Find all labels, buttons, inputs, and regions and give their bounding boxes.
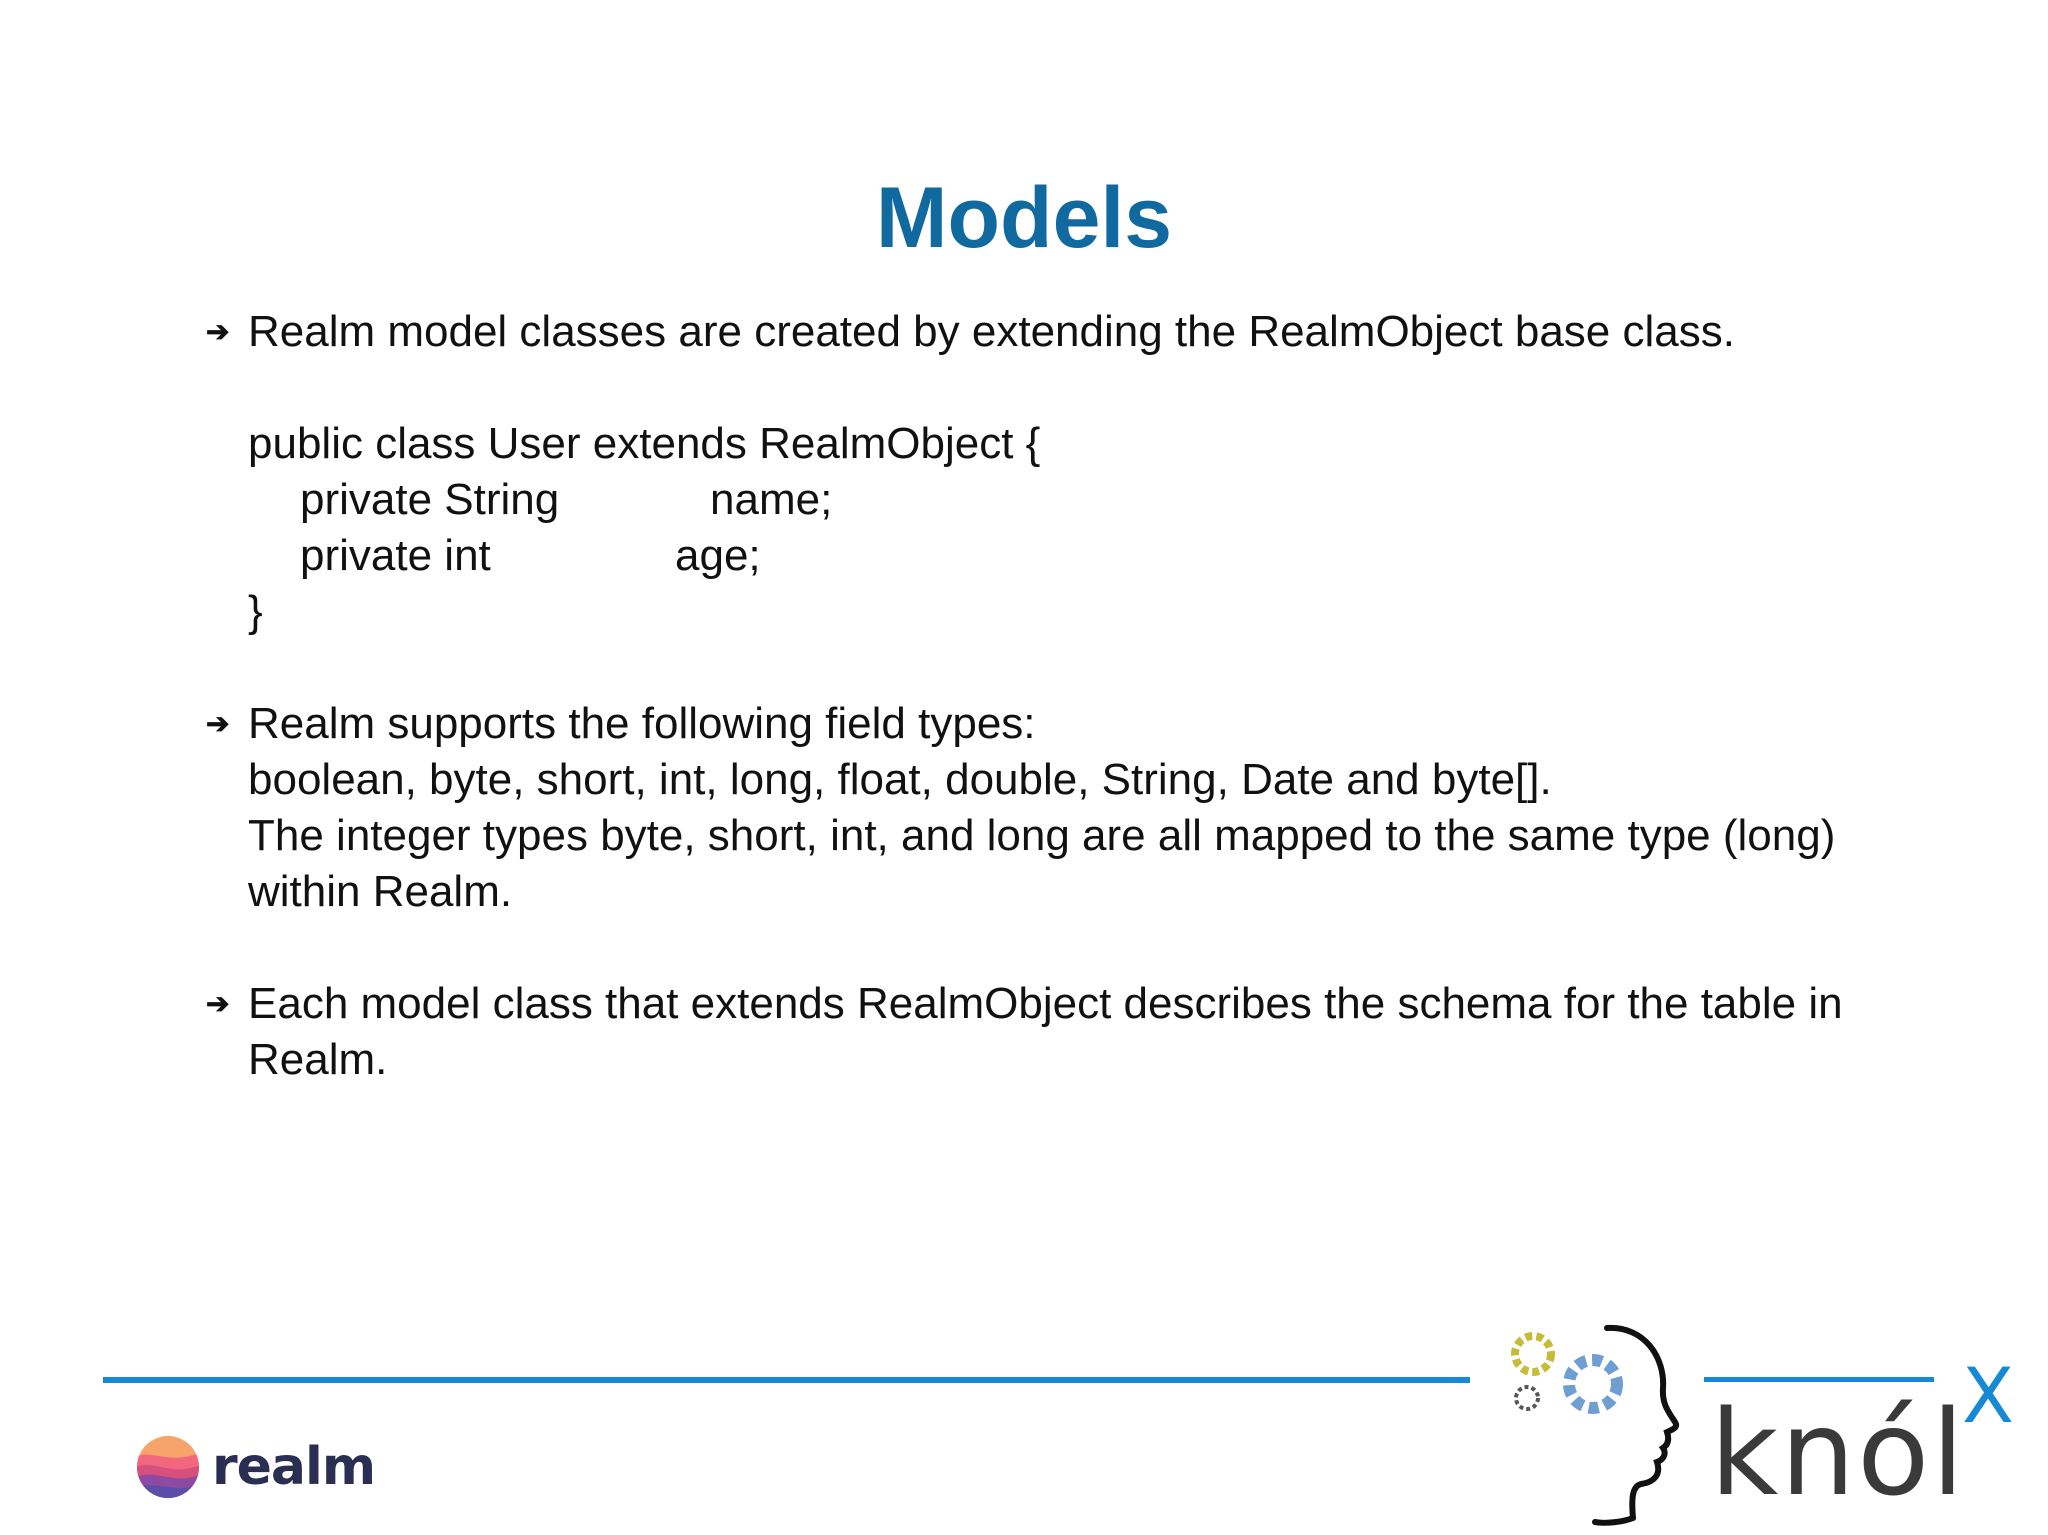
bullet-arrow-icon: ➔ <box>206 316 230 347</box>
bullet-2-line-2: boolean, byte, short, int, long, float, double, String, Date and byte[]. <box>248 755 1552 804</box>
code-block <box>248 416 2006 640</box>
code-open-line: public class User extends RealmObject { <box>248 419 1041 468</box>
slide-title: Models <box>875 170 1173 266</box>
code-close-line: } <box>248 587 263 636</box>
code-field-name: name; <box>710 475 833 524</box>
code-field-row <box>248 472 2006 528</box>
bullet-1 <box>206 304 2006 640</box>
bullet-2 <box>206 696 2006 920</box>
code-field-decl: private int <box>300 531 491 580</box>
code-field-decl: private String <box>300 475 560 524</box>
bullet-3 <box>206 976 2006 1088</box>
bullet-2-line-3: The integer types byte, short, int, and long are all mapped to the same type (long) <box>248 811 1836 860</box>
bullet-3-line-1: Each model class that extends RealmObject describes the schema for the table in <box>248 979 1843 1028</box>
bullet-2-line-1: Realm supports the following field types: <box>248 699 1036 748</box>
code-field-row <box>248 528 2006 584</box>
bullet-3-line-2: Realm. <box>248 1035 388 1084</box>
code-field-name: age; <box>675 531 761 580</box>
realm-logo-icon <box>136 1435 200 1499</box>
realm-logo-text: realm <box>212 1437 376 1497</box>
knolx-logo-text: knól <box>1710 1384 1967 1522</box>
bullet-2-line-4: within Realm. <box>248 867 513 916</box>
bullet-arrow-icon: ➔ <box>206 988 230 1019</box>
footer-divider-left <box>103 1377 1470 1383</box>
knolx-logo-x: X <box>1962 1351 2015 1440</box>
slide-content <box>206 304 2006 1088</box>
bullet-arrow-icon: ➔ <box>206 708 230 739</box>
bullet-1-line-1: Realm model classes are created by extending the RealmObject base class. <box>248 307 1735 356</box>
realm-logo <box>136 1432 375 1502</box>
